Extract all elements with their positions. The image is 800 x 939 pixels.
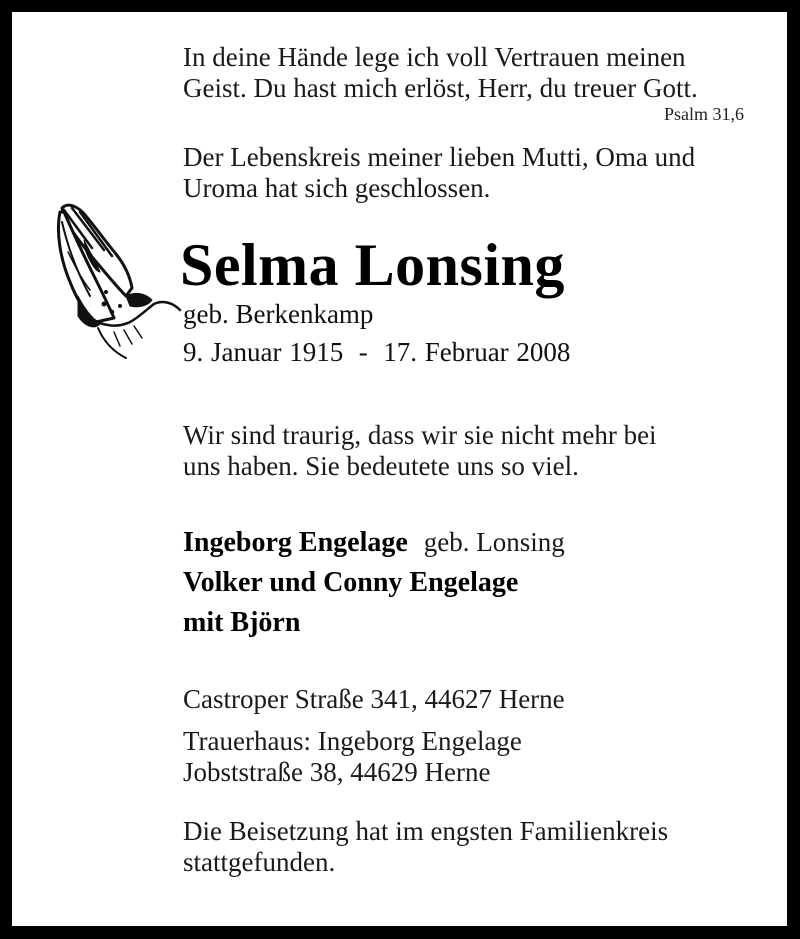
burial-line: stattgefunden. [183, 847, 336, 877]
sorrow-text [183, 420, 657, 482]
mourner-name: mit Björn [183, 607, 301, 638]
mourning-house [183, 726, 522, 788]
sorrow-line: Wir sind traurig, dass wir sie nicht mehr bei [183, 420, 657, 450]
mourner-name: Volker und Conny Engelage [183, 567, 519, 598]
verse-line: In deine Hände lege ich voll Vertrauen meinen [183, 42, 686, 72]
birth-name: geb. Berkenkamp [183, 299, 374, 329]
bible-verse [183, 42, 698, 104]
mourner-entry [183, 563, 565, 603]
verse-line: Geist. Du hast mich erlöst, Herr, du treuer Gott. [183, 73, 698, 103]
life-dates: 9. Januar 1915 - 17. Februar 2008 [183, 337, 571, 367]
intro-text [183, 142, 695, 204]
mourners-list [183, 522, 565, 643]
sorrow-line: uns haben. Sie bedeutete uns so viel. [183, 451, 579, 481]
mourner-name: Ingeborg Engelage [183, 527, 408, 558]
burial-note [183, 816, 668, 878]
mourner-entry [183, 603, 565, 643]
mourner-entry [183, 522, 565, 563]
deceased-name: Selma Lonsing [180, 232, 565, 298]
intro-line: Der Lebenskreis meiner lieben Mutti, Oma und [183, 142, 696, 172]
obituary-notice [12, 12, 787, 926]
mourner-note: geb. Lonsing [423, 527, 565, 557]
burial-line: Die Beisetzung hat im engsten Familienkreis [183, 816, 669, 846]
praying-hands-icon [34, 192, 184, 372]
intro-line: Uroma hat sich geschlossen. [183, 173, 491, 203]
mourning-house-address: Jobststraße 38, 44629 Herne [183, 757, 491, 787]
verse-source: Psalm 31,6 [663, 104, 744, 124]
family-address: Castroper Straße 341, 44627 Herne [183, 684, 565, 714]
mourning-house-label: Trauerhaus: Ingeborg Engelage [183, 726, 522, 756]
